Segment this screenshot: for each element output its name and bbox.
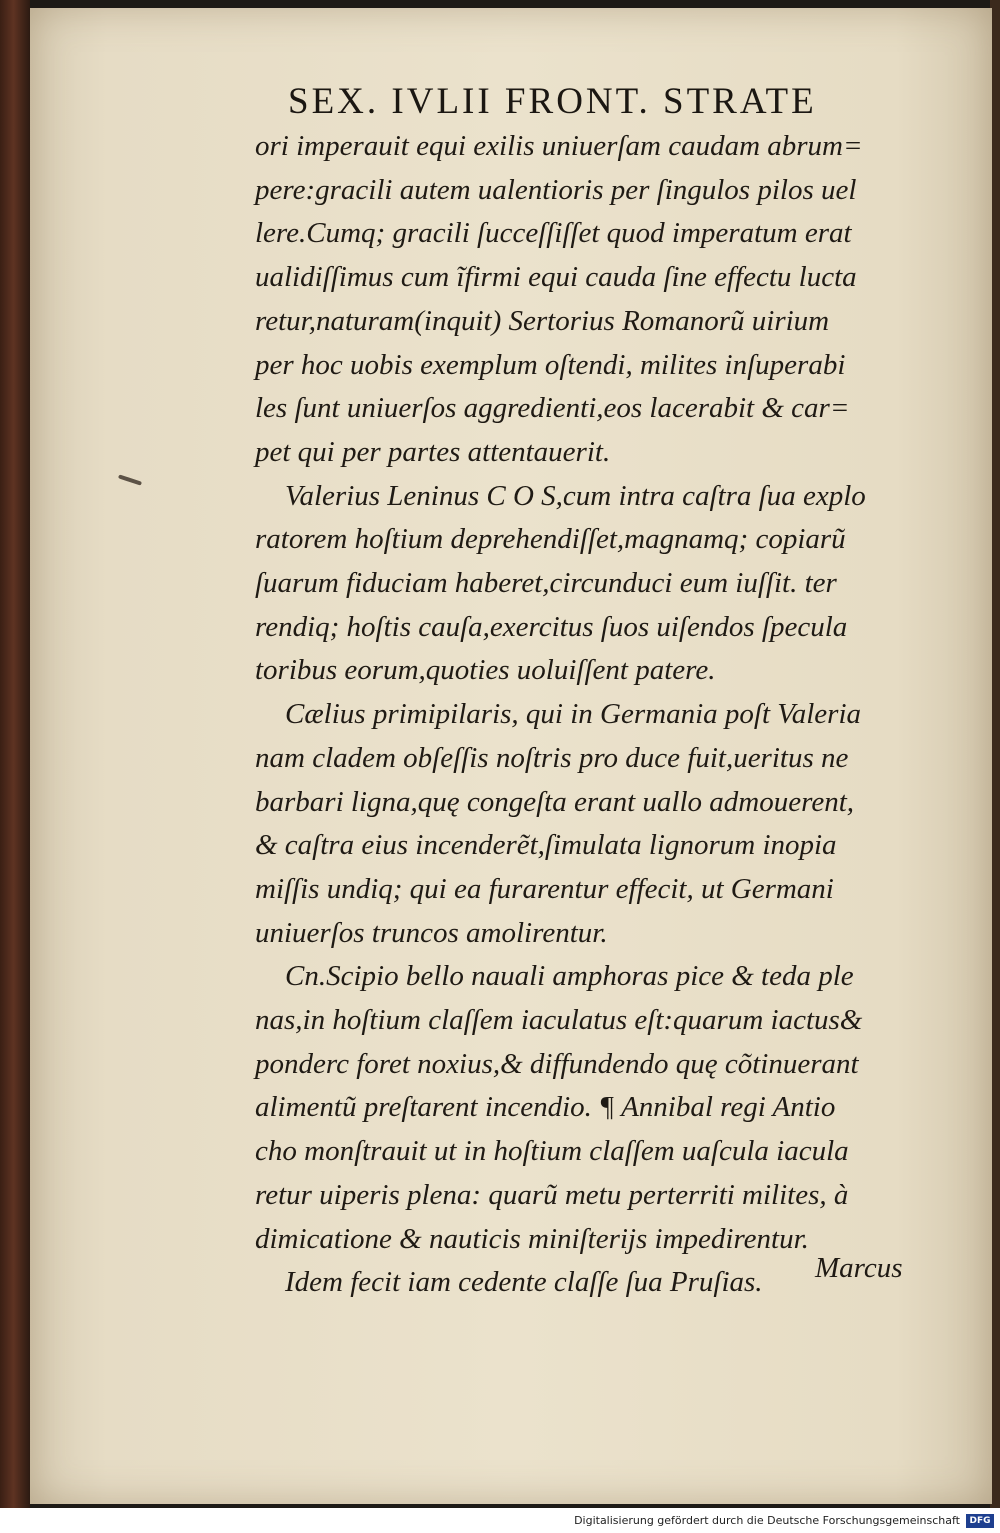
text-line: uniuerſos truncos amolirentur. bbox=[255, 916, 608, 949]
text-line: nam cladem obſeſſis noſtris pro duce fuit,ueritus ne bbox=[255, 741, 849, 774]
text-line: ſuarum fiduciam haberet,circunduci eum iuſſit. ter bbox=[255, 567, 837, 600]
text-line: dimicatione & nauticis miniſterijs impedirentur. bbox=[255, 1222, 809, 1255]
footer-bar bbox=[0, 1508, 1000, 1533]
text-line: Idem fecit iam cedente claſſe ſua Pruſias. bbox=[285, 1266, 763, 1299]
text-line: & caſtra eius incenderẽt,ſimulata lignorum inopia bbox=[255, 829, 837, 862]
book-edge bbox=[0, 0, 30, 1508]
text-line: barbari ligna,quę congeſta erant uallo admouerent, bbox=[255, 785, 855, 818]
text-line: retur,naturam(inquit) Sertorius Romanorũ uirium bbox=[255, 304, 830, 337]
text-line: ratorem hoſtium deprehendiſſet,magnamq; copiarũ bbox=[255, 523, 846, 556]
text-line: per hoc uobis exemplum oſtendi, milites inſuperabi bbox=[255, 348, 846, 381]
running-head: SEX. IVLII FRONT. STRATE bbox=[288, 81, 817, 122]
text-line: les ſunt uniuerſos aggredienti,eos lacerabit & car= bbox=[255, 392, 850, 425]
text-line: retur uiperis plena: quarũ metu perterriti milites, à bbox=[255, 1178, 849, 1211]
text-line: pere:gracili autem ualentioris per ſingulos pilos uel bbox=[255, 173, 857, 206]
catchword: Marcus bbox=[815, 1252, 903, 1284]
text-line: pet qui per partes attentauerit. bbox=[255, 435, 611, 468]
text-line: ori imperauit equi exilis uniuerſam caudam abrum= bbox=[255, 130, 863, 162]
text-line: rendiq; hoſtis cauſa,exercitus ſuos uiſendos ſpecula bbox=[255, 610, 848, 643]
text-line: Cn.Scipio bello nauali amphoras pice & teda ple bbox=[285, 960, 854, 993]
text-line: lere.Cumq; gracili ſucceſſiſſet quod imperatum erat bbox=[255, 217, 852, 250]
text-line: nas,in hoſtium claſſem iaculatus eſt:quarum iactus& bbox=[255, 1004, 863, 1037]
body-text bbox=[255, 125, 923, 1305]
text-line: alimentũ preſtarent incendio. ¶ Annibal regi Antio bbox=[255, 1091, 836, 1124]
text-line: ualidiſſimus cum ĩfirmi equi cauda ſine effectu lucta bbox=[255, 261, 857, 294]
digitization-credit: Digitalisierung gefördert durch die Deutsche Forschungsgemeinschaft bbox=[574, 1514, 960, 1527]
text-line: Valerius Leninus C O S,cum intra caſtra ſua explo bbox=[285, 479, 866, 512]
text-line: ponderc foret noxius,& diffundendo quę cõtinuerant bbox=[255, 1047, 859, 1080]
text-line: Cælius primipilaris, qui in Germania poſt Valeria bbox=[285, 698, 862, 731]
dfg-logo-badge: DFG bbox=[966, 1514, 994, 1528]
text-line: miſſis undiq; qui ea furarentur effecit, ut Germani bbox=[255, 872, 834, 905]
text-line: toribus eorum,quoties uoluiſſent patere. bbox=[255, 654, 716, 687]
text-line: cho monſtrauit ut in hoſtium claſſem uaſcula iacula bbox=[255, 1135, 849, 1168]
